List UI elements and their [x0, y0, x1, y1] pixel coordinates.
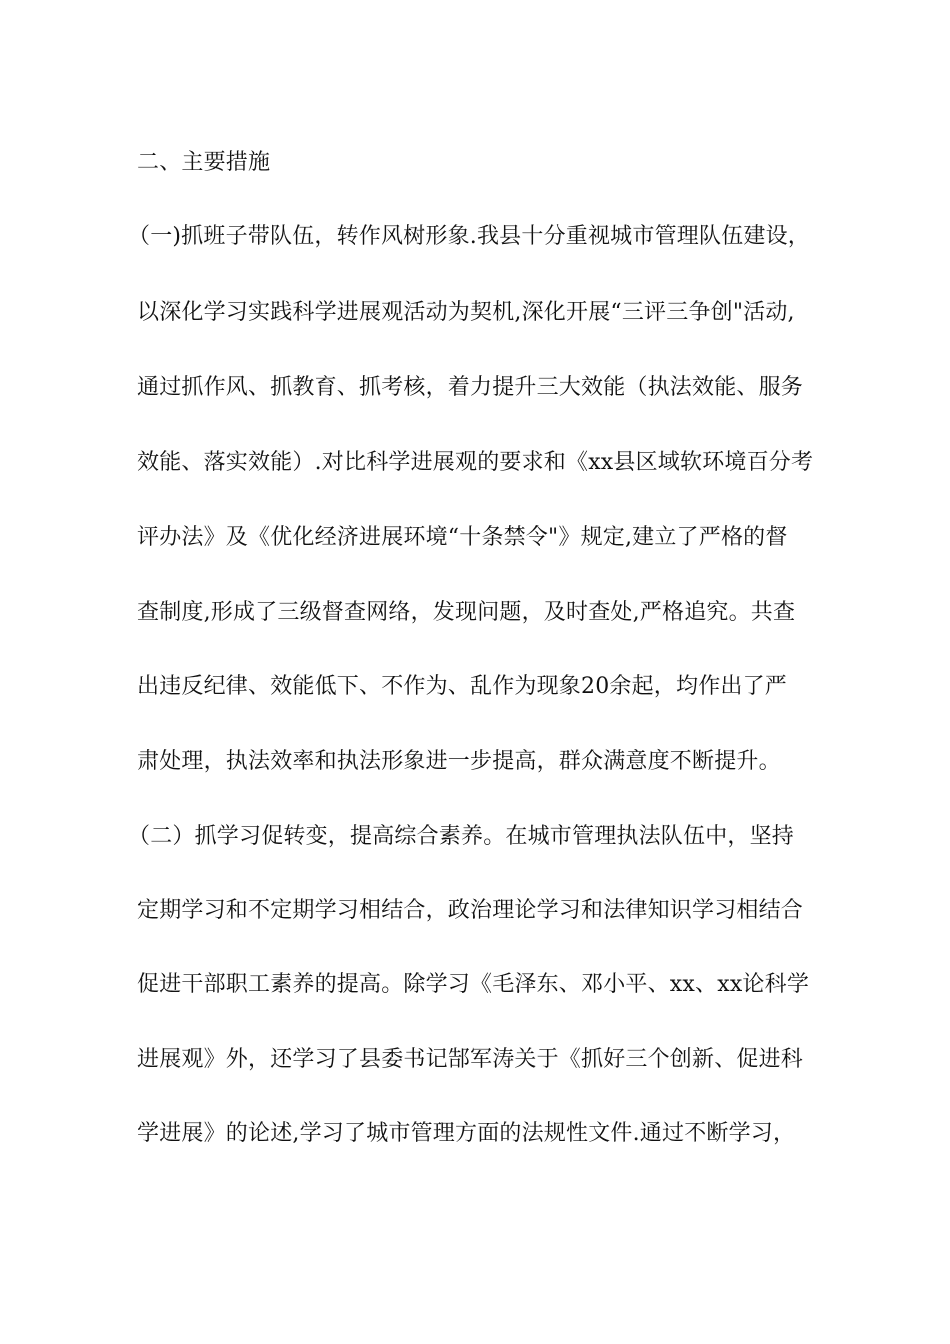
section-heading: 二、主要措施	[137, 150, 271, 175]
paragraph-line: （二）抓学习促转变，提高综合素养。在城市管理执法队伍中，坚持	[128, 824, 795, 849]
paragraph-line: 查制度,形成了三级督查网络，发现问题，及时查处,严格追究。共查	[137, 600, 796, 625]
paragraph-line: 肃处理，执法效率和执法形象进一步提高，群众满意度不断提升。	[137, 749, 781, 774]
paragraph-line: 评办法》及《优化经济进展环境“十条禁令"》规定,建立了严格的督	[137, 525, 788, 550]
paragraph-line: 效能、落实效能）.对比科学进展观的要求和《xx县区域软环境百分考	[137, 450, 814, 475]
paragraph-line: 促进干部职工素养的提高。除学习《毛泽东、邓小平、xx、xx论科学	[137, 972, 810, 997]
paragraph-line: 学进展》的论述,学习了城市管理方面的法规性文件.通过不断学习，	[137, 1121, 796, 1146]
paragraph-line: 进展观》外，还学习了县委书记郜军涛关于《抓好三个创新、促进科	[137, 1047, 804, 1072]
paragraph-line: （一)抓班子带队伍，转作风树形象.我县十分重视城市管理队伍建设，	[128, 224, 810, 249]
paragraph-line: 以深化学习实践科学进展观活动为契机,深化开展“三评三争创"活动,	[137, 300, 795, 325]
paragraph-line: 定期学习和不定期学习相结合，政治理论学习和法律知识学习相结合	[137, 898, 804, 923]
paragraph-line: 出违反纪律、效能低下、不作为、乱作为现象20余起，均作出了严	[137, 674, 787, 699]
paragraph-line: 通过抓作风、抓教育、抓考核，着力提升三大效能（执法效能、服务	[137, 375, 804, 400]
